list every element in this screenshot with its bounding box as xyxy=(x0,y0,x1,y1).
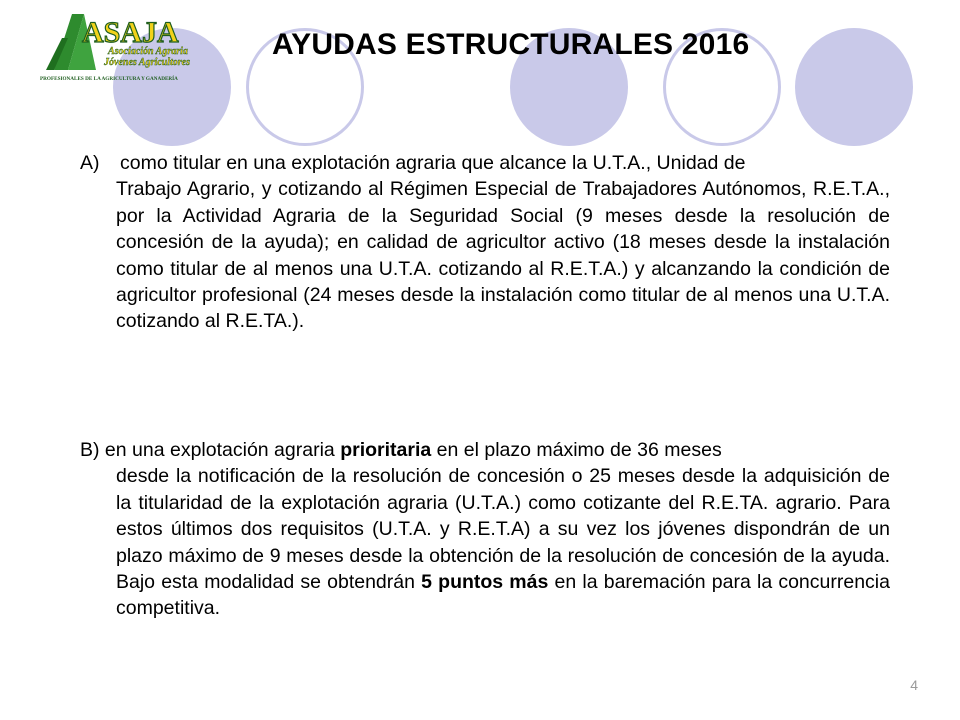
paragraph-b-first-pre: en una explotación agraria xyxy=(104,439,335,461)
logo-line2: Jóvenes Agricultores xyxy=(104,57,191,68)
paragraph-b-body-post: en la baremación para la concurrencia competitiva. xyxy=(116,571,890,620)
paragraph-b-highlight-puntos: 5 puntos más xyxy=(421,571,549,594)
paragraph-a-first-line xyxy=(80,150,890,176)
paragraph-b-first-line xyxy=(80,437,890,463)
paragraph-b-body-pre: desde la notificación de la resolución de concesión o 25 meses desde la adquisición de la titularidad de la explotación agraria (U.T.A.) como cotizante del R.E.TA. agrario. Para estos últimos dos requisitos (U.T.A. y R.E.T.A) a su vez los jóvenes dispondrán de un plazo máximo de 9 meses desde la obtención de la resolución de concesión de la ayuda. Bajo esta modalidad se obtendrán xyxy=(116,465,890,594)
paragraph-b xyxy=(80,437,890,622)
page-title: AYUDAS ESTRUCTURALES 2016 xyxy=(272,28,750,61)
logo-tagline: PROFESIONALES DE LA AGRICULTURA Y GANADERÍA xyxy=(40,76,178,82)
paragraph-b-marker: B) xyxy=(80,439,100,461)
page-number: 4 xyxy=(910,677,918,693)
logo-line1: Asociación Agraria xyxy=(108,46,188,57)
paragraph-a-first-text: como titular en una explotación agraria que alcance la U.T.A., Unidad de xyxy=(120,152,746,174)
paragraph-a-marker: A) xyxy=(80,152,100,174)
paragraph-b-first-post: en el plazo máximo de 36 meses xyxy=(436,439,722,461)
paragraph-a-body: Trabajo Agrario, y cotizando al Régimen Especial de Trabajadores Autónomos, R.E.T.A., por la Actividad Agraria de la Seguridad Social (9 meses desde la resolución de concesión de la ayuda); en calidad de agricultor activo (18 meses desde la instalación como titular de al menos una U.T.A. cotizando al R.E.T.A.) y alcanzando la condición de agricultor profesional (24 meses desde la instalación como titular de al menos una U.T.A. cotizando al R.E.TA.). xyxy=(116,178,890,333)
logo-name: ASAJA xyxy=(82,16,179,49)
paragraph-b-body xyxy=(80,463,890,621)
asaja-logo xyxy=(38,8,228,88)
paragraph-a xyxy=(80,150,890,335)
decorative-circle-filled xyxy=(795,28,913,146)
paragraph-b-highlight-prioritaria: prioritaria xyxy=(340,439,432,461)
